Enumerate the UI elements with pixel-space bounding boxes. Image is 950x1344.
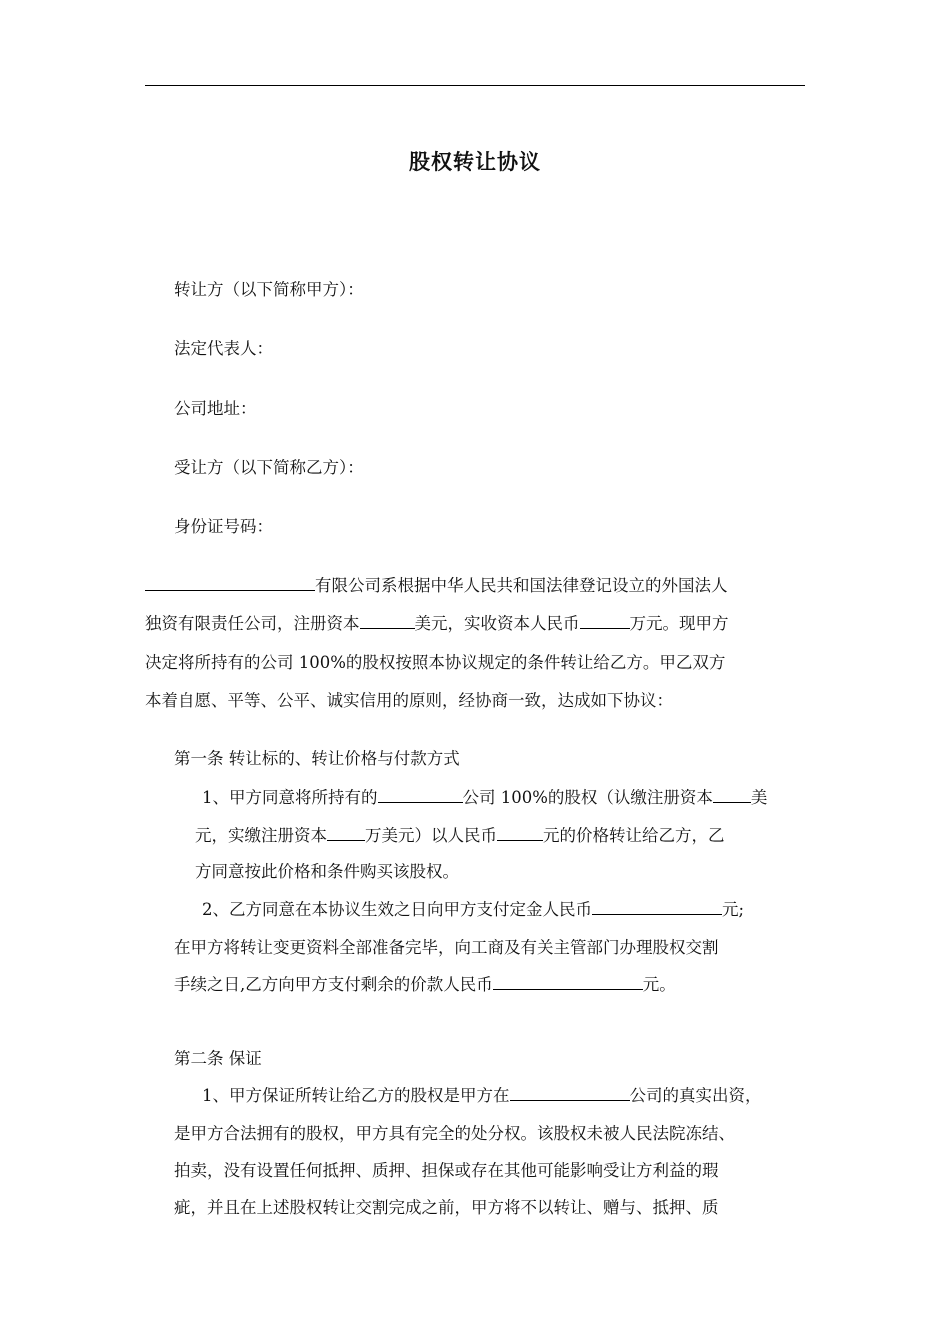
a1c1-text-c: 美 [750, 788, 768, 807]
preamble-text-2a: 独资有限责任公司，注册资本 [145, 614, 360, 633]
a1c2-text-a: 2、乙方同意在本协议生效之日向甲方支付定金人民币 [202, 900, 592, 919]
preamble-text-1: 有限公司系根据中华人民共和国法律登记设立的外国法人 [315, 576, 728, 595]
transferor-label: 转让方（以下简称甲方）： [174, 280, 364, 299]
article-2-clause-1-line-4: 疵，并且在上述股权转让交割完成之前，甲方将不以转让、赠与、抵押、质 [174, 1198, 719, 1217]
a1c1-text-e: 万美元）以人民币 [365, 826, 497, 845]
a2c1-text-a: 1、甲方保证所转让给乙方的股权是甲方在 [202, 1086, 510, 1105]
deposit-blank [592, 898, 722, 915]
a1c2-text-d: 元。 [642, 975, 676, 994]
id-number-label: 身份证号码： [174, 517, 273, 536]
paid-capital-blank [580, 612, 630, 629]
a2c1-text-b: 公司的真实出资， [629, 1086, 762, 1105]
company-blank [378, 786, 463, 803]
article-1-clause-2-line-2: 在甲方将转让变更资料全部准备完毕，向工商及有关主管部门办理股权交割 [174, 938, 719, 957]
remaining-price-blank [493, 973, 643, 990]
article-1-clause-2-line-1 [202, 896, 744, 920]
company-name-blank-2 [510, 1084, 630, 1101]
article-2-heading: 第二条 保证 [174, 1049, 262, 1068]
a1c1-text-b: 公司 100%的股权（认缴注册资本 [462, 788, 713, 807]
article-1-heading: 第一条 转让标的、转让价格与付款方式 [174, 749, 460, 768]
preamble-line-4: 本着自愿、平等、公平、诚实信用的原则，经协商一致，达成如下协议： [145, 691, 673, 710]
article-1-clause-1-line-2 [195, 822, 725, 846]
paid-in-capital-blank [327, 824, 365, 841]
preamble-line-2 [145, 610, 729, 634]
preamble-line-1 [145, 572, 728, 596]
preamble-line-3: 决定将所持有的公司 100%的股权按照本协议规定的条件转让给乙方。甲乙双方 [145, 653, 726, 672]
a1c1-text-a: 1、甲方同意将所持有的 [202, 788, 378, 807]
article-1-clause-2-line-3 [174, 971, 676, 995]
a1c1-text-d: 元，实缴注册资本 [195, 826, 327, 845]
article-1-clause-1-line-1 [202, 784, 767, 808]
transferee-label: 受让方（以下简称乙方）： [174, 458, 364, 477]
article-2-clause-1-line-2: 是甲方合法拥有的股权，甲方具有完全的处分权。该股权未被人民法院冻结、 [174, 1124, 735, 1143]
document-title: 股权转让协议 [409, 150, 541, 174]
article-1-clause-1-line-3: 方同意按此价格和条件购买该股权。 [195, 862, 459, 881]
price-blank [497, 824, 543, 841]
preamble-text-2b: 美元，实收资本人民币 [414, 614, 580, 633]
preamble-text-2c: 万元。现甲方 [629, 614, 729, 633]
header-rule [145, 85, 805, 86]
subscribed-capital-blank [713, 786, 751, 803]
a1c2-text-c: 手续之日,乙方向甲方支付剩余的价款人民币 [174, 975, 493, 994]
a1c1-text-f: 元的价格转让给乙方，乙 [543, 826, 725, 845]
article-2-clause-1-line-1 [202, 1082, 762, 1106]
company-name-blank [145, 574, 315, 591]
a1c2-text-b: 元; [722, 900, 745, 919]
registered-capital-blank [360, 612, 415, 629]
legal-rep-label: 法定代表人： [174, 339, 273, 358]
address-label: 公司地址： [174, 399, 257, 418]
article-2-clause-1-line-3: 拍卖，没有设置任何抵押、质押、担保或存在其他可能影响受让方利益的瑕 [174, 1161, 719, 1180]
